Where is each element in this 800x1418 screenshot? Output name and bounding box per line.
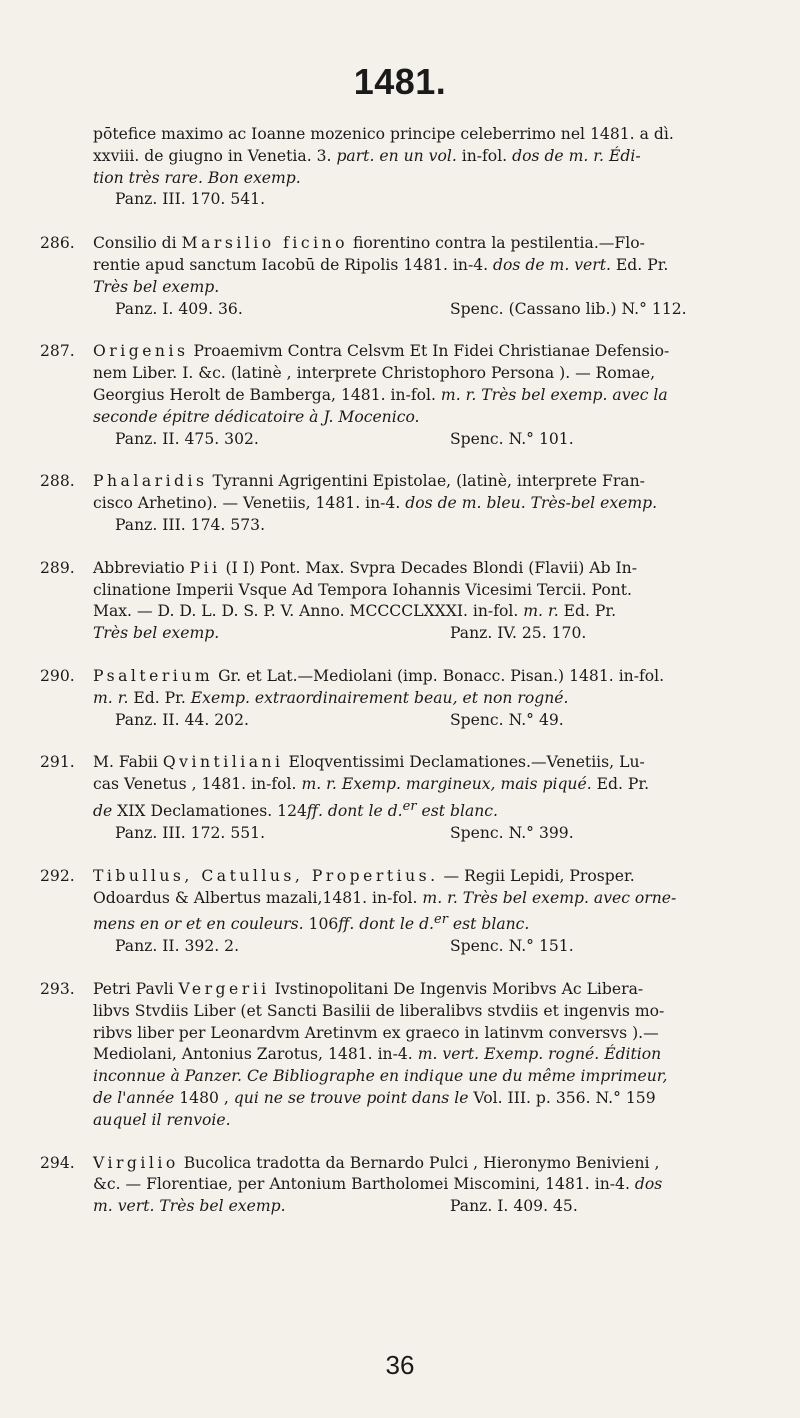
entry-line: Petri Pavli Vergerii Ivstinopolitani De Ingenvis Moribvs Ac Libera-: [93, 980, 644, 999]
running-head: 1481.: [353, 61, 447, 102]
list-item: [40, 666, 754, 731]
entry-references: Panz. II. 392. 2. Spenc. N.° 151.: [115, 937, 574, 956]
entry-number: 286.: [40, 234, 75, 253]
entry-line: &c. — Florentiae, per Antonium Bartholomei Miscomini, 1481. in-4. dos: [93, 1175, 663, 1194]
list-item: [40, 124, 754, 211]
entry-number: 291.: [40, 753, 75, 772]
entry-line: m. r. Ed. Pr. Exemp. extraordinairement beau, et non rogné.: [93, 688, 569, 707]
entry-line: Max. — D. D. L. D. S. P. V. Anno. MCCCCLXXXI. in-fol. m. r. Ed. Pr.: [93, 602, 617, 621]
list-item: [40, 1153, 754, 1218]
entry-line: clinatione Imperii Vsque Ad Tempora Iohannis Vicesimi Tercii. Pont.: [93, 580, 633, 599]
list-item: [40, 558, 754, 645]
entry-line: pōtefice maximo ac Ioanne mozenico principe celeberrimo nel 1481. a dì.: [93, 125, 674, 143]
entry-number: 292.: [40, 866, 75, 885]
page-number: 36: [385, 1350, 415, 1380]
entry-number: 294.: [40, 1153, 75, 1172]
entry-line: xxviii. de giugno in Venetia. 3. part. en un vol. in-fol. dos de m. r. Édi-: [93, 146, 641, 165]
entry-number: 287.: [40, 342, 75, 361]
entry-references: Panz. III. 170. 541.: [115, 190, 266, 209]
entry-line: cas Venetus , 1481. in-fol. m. r. Exemp. margineux, mais piqué. Ed. Pr.: [93, 775, 650, 794]
entry-line: Psalterium Gr. et Lat.—Mediolani (imp. Bonacc. Pisan.) 1481. in-fol.: [93, 666, 665, 685]
entries-list: [40, 124, 754, 1239]
entry-line: ribvs liber per Leonardvm Aretinvm ex graeco in latinvm conversvs ).—: [93, 1023, 659, 1042]
list-item: [40, 866, 754, 958]
entry-references: Panz. II. 44. 202. Spenc. N.° 49.: [115, 710, 564, 729]
entry-line: tion très rare. Bon exemp.: [93, 168, 301, 187]
entry-line: inconnue à Panzer. Ce Bibliographe en indique une du même imprimeur,: [93, 1067, 668, 1086]
entry-references: m. vert. Très bel exemp. Panz. I. 409. 45.: [93, 1197, 578, 1216]
entry-line: de l'année 1480 , qui ne se trouve point dans le Vol. III. p. 356. N.° 159: [93, 1089, 656, 1108]
list-item: [40, 233, 754, 320]
entry-number: 293.: [40, 980, 75, 999]
entry-line: Consilio di Marsilio ficino fiorentino contra la pestilentia.—Flo-: [93, 234, 645, 253]
entry-references: Panz. I. 409. 36. Spenc. (Cassano lib.) N.° 112.: [115, 299, 687, 318]
entry-line: Virgilio Bucolica tradotta da Bernardo Pulci , Hieronymo Benivieni ,: [93, 1153, 660, 1172]
entry-line: seconde épitre dédicatoire à J. Mocenico.: [93, 407, 420, 426]
entry-line: Tibullus, Catullus, Propertius. — Regii Lepidi, Prosper.: [93, 866, 635, 885]
entry-references: Panz. III. 172. 551. Spenc. N.° 399.: [115, 823, 574, 842]
entry-number: 288.: [40, 472, 75, 491]
entry-line: libvs Stvdiis Liber (et Sancti Basilii de liberalibvs stvdiis et ingenvis mo-: [93, 1001, 665, 1020]
entry-line: Odoardus & Albertus mazali,1481. in-fol. m. r. Très bel exemp. avec orne-: [93, 888, 677, 907]
entry-line: Très bel exemp.: [93, 277, 220, 296]
entry-number: 289.: [40, 558, 75, 577]
entry-line: nem Liber. I. &c. (latinè , interprete Christophoro Persona ). — Romae,: [93, 364, 656, 383]
entry-line: mens en or et en couleurs. 106ff. dont le d.$^{er}$ est blanc.: [93, 912, 530, 934]
entry-line: de XIX Declamationes. 124ff. dont le d.$^{er}$ est blanc.: [93, 798, 498, 821]
list-item: [40, 341, 754, 450]
entry-line: M. Fabii Qvintiliani Eloqventissimi Declamationes.—Venetiis, Lu-: [93, 753, 645, 772]
entry-line: Abbreviatio Pii (I I) Pont. Max. Svpra Decades Blondi (Flavii) Ab In-: [93, 558, 637, 577]
entry-line: Phalaridis Tyranni Agrigentini Epistolae, (latinè, interprete Fran-: [93, 472, 645, 491]
entry-references: Panz. III. 174. 573.: [115, 515, 266, 534]
entry-number: 290.: [40, 666, 75, 685]
list-item: [40, 979, 754, 1132]
list-item: [40, 752, 754, 844]
entry-references: Très bel exemp. Panz. IV. 25. 170.: [93, 624, 587, 643]
entry-line: cisco Arhetino). — Venetiis, 1481. in-4. dos de m. bleu. Très-bel exemp.: [93, 494, 658, 513]
list-item: [40, 471, 754, 536]
entry-references: Panz. II. 475. 302. Spenc. N.° 101.: [115, 429, 574, 448]
entry-line: rentie apud sanctum Iacobū de Ripolis 1481. in-4. dos de m. vert. Ed. Pr.: [93, 255, 669, 274]
entry-line: Georgius Herolt de Bamberga, 1481. in-fol. m. r. Très bel exemp. avec la: [93, 385, 668, 404]
entry-line: Origenis Proaemivm Contra Celsvm Et In Fidei Christianae Defensio-: [93, 342, 670, 361]
entry-line: auquel il renvoie.: [93, 1110, 231, 1129]
entry-line: Mediolani, Antonius Zarotus, 1481. in-4. m. vert. Exemp. rogné. Édition: [93, 1045, 662, 1064]
